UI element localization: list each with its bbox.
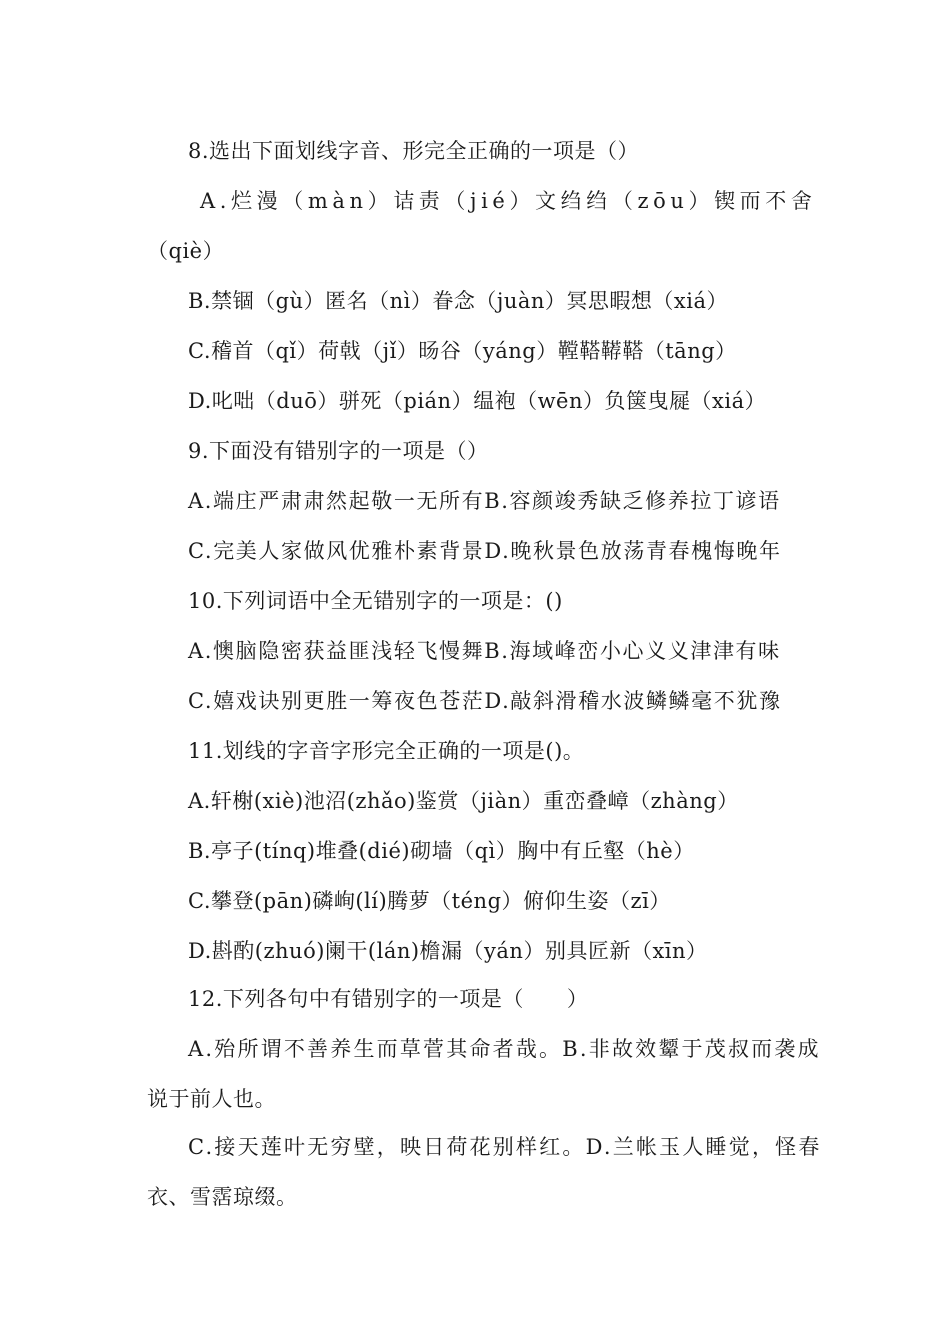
question-9-options-cd: C.完美人家做风优雅朴素背景D.晚秋景色放荡青春槐悔晚年: [188, 539, 782, 563]
question-9-options-ab: A.端庄严肃肃然起敬一无所有B.容颜竣秀缺乏修养拉丁谚语: [188, 489, 781, 513]
question-10-stem: 10.下列词语中全无错别字的一项是：(): [188, 589, 563, 613]
question-11-option-a: A.轩榭(xiè)池沼(zhǎo)鉴赏（jiàn）重峦叠嶂（zhàng）: [188, 789, 739, 813]
question-12-stem: 12.下列各句中有错别字的一项是（ ）: [188, 987, 589, 1011]
question-8-option-d: D.叱咄（duō）骈死（pián）缊袍（wēn）负箧曳屣（xiá）: [188, 389, 767, 413]
question-12-options-cd: C.接天莲叶无穷壁，映日荷花别样红。D.兰帐玉人睡觉，怪春: [188, 1135, 822, 1159]
question-12-options-ab-cont: 说于前人也。: [147, 1087, 276, 1111]
question-10-options-cd: C.嬉戏诀别更胜一筹夜色苍茫D.敲斜滑稽水波鳞鳞毫不犹豫: [188, 689, 782, 713]
question-8-option-c: C.稽首（qǐ）荷戟（jǐ）旸谷（yáng）鞺鞳鞯鞳（tāng）: [188, 339, 737, 363]
question-11-stem: 11.划线的字音字形完全正确的一项是()。: [188, 739, 585, 763]
question-8-option-a: A.烂漫（màn）诘责（jié）文绉绉（zōu）锲而不舍: [200, 189, 817, 213]
question-11-option-c: C.攀登(pān)磷峋(lí)腾萝（téng）俯仰生姿（zī）: [188, 889, 671, 913]
question-8-option-a-cont: （qiè）: [147, 239, 225, 263]
question-12-options-ab: A.殆所谓不善养生而草菅其命者哉。B.非故效颦于茂叔而袭成: [188, 1037, 821, 1061]
question-8-option-b: B.禁锢（gù）匿名（nì）眷念（juàn）冥思暇想（xiá）: [188, 289, 728, 313]
question-10-options-ab: A.懊脑隐密获益匪浅轻飞慢舞B.海域峰峦小心义义津津有味: [188, 639, 781, 663]
question-8-stem: 8.选出下面划线字音、形完全正确的一项是（）: [188, 139, 640, 163]
question-11-option-b: B.亭子(tínq)堆叠(dié)砌墙（qì）胸中有丘壑（hè）: [188, 839, 695, 863]
question-9-stem: 9.下面没有错别字的一项是（）: [188, 439, 489, 463]
question-11-option-d: D.斟酌(zhuó)阑干(lán)檐漏（yán）别具匠新（xīn）: [188, 939, 708, 963]
question-12-options-cd-cont: 衣、雪霑琼缀。: [147, 1185, 298, 1209]
